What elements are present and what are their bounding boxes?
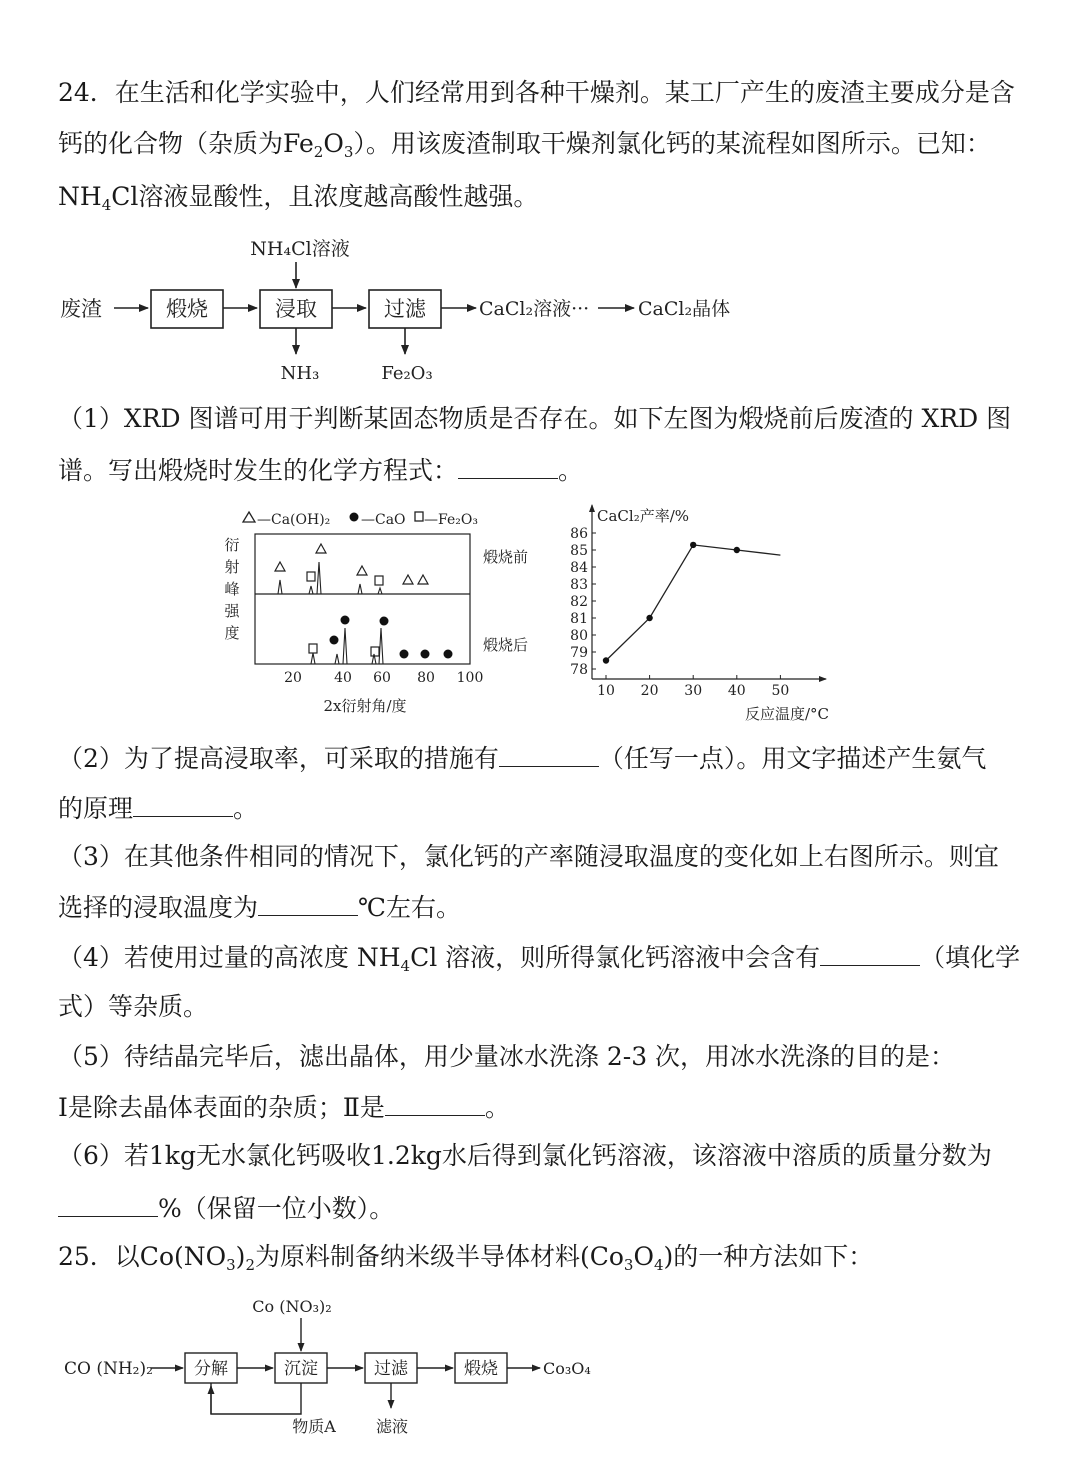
yield-ytick-81: 81: [570, 611, 588, 627]
answer-blank-4[interactable]: [258, 889, 358, 916]
q24-part3-line2: [58, 889, 461, 925]
flow-solution-cacl2: CaCl₂溶液···: [479, 298, 590, 320]
xrd-xtick-80: 80: [417, 670, 435, 686]
yield-ytick-82: 82: [570, 594, 588, 610]
q24-part3-text3: ℃左右。: [358, 893, 461, 922]
legend-dot-icon: [350, 513, 359, 522]
flow2-recycle-line: [211, 1383, 301, 1414]
flow2-step-precipitate: 沉淀: [284, 1359, 318, 1379]
xrd-xlabel: 2x衍射角/度: [323, 697, 407, 715]
q24-intro-text2c: ）。用该废渣制取干燥剂氯化钙的某流程如图所示。已知：: [353, 129, 991, 158]
q25-intro-text5: )的一种方法如下：: [663, 1242, 874, 1271]
xrd-before-tri-2: [316, 544, 326, 553]
yield-xtick-50: 50: [771, 683, 790, 699]
flow-step-leach: 浸取: [275, 297, 317, 321]
yield-chart-title: CaCl₂产率/%: [597, 507, 690, 525]
yield-series-line: [606, 545, 780, 661]
q24-part6-line1: [58, 1139, 992, 1173]
flow-output-fe2o3: Fe₂O₃: [381, 363, 433, 384]
q24-part5-line1: [58, 1040, 955, 1074]
q24-part2-line1: [58, 740, 986, 776]
xrd-before-tri-4: [403, 575, 413, 584]
yield-points: [603, 542, 740, 664]
flow2-step-calcine: 煅烧: [464, 1359, 498, 1379]
xrd-ylabel-1: 衍: [224, 536, 240, 554]
yield-ytick-78: 78: [570, 662, 588, 678]
flow2-filtrate: 滤液: [375, 1417, 409, 1436]
q25-intro-text3: 为原料制备纳米级半导体材料(Co: [254, 1242, 624, 1271]
xrd-after-dot-5: [421, 650, 430, 659]
xrd-xtick-100: 100: [456, 670, 484, 686]
q24-part2-text1: （2）为了提高浸取率，可采取的措施有: [58, 744, 499, 773]
q24-part4-line2: [58, 990, 208, 1024]
yield-line-chart: [560, 497, 860, 727]
legend-cao: —CaO: [361, 512, 406, 528]
q24-intro-text2b: O: [323, 129, 344, 158]
flow-step-calcine: 煅烧: [166, 297, 208, 321]
xrd-xtick-20: 20: [284, 670, 302, 686]
answer-blank-2[interactable]: [499, 740, 599, 767]
legend-square-icon: [415, 512, 423, 521]
yield-point-40: [734, 547, 740, 553]
xrd-label-before: 煅烧前: [483, 548, 529, 566]
q25-flow-diagram: [0, 1290, 1080, 1450]
q24-intro-line2: 钙的化合物（杂质为$Fe_2O_3$）。用该废渣制取干燥剂氯化钙的某流程如图所示。已知：: [58, 129, 991, 161]
q24-part5-text2: Ⅰ是除去晶体表面的杂质；Ⅱ是: [58, 1093, 385, 1122]
q24-part1-line2: [58, 452, 583, 488]
flow2-reagent-cono3: Co (NO₃)₂: [252, 1297, 332, 1316]
legend-caoh2: —Ca(OH)₂: [257, 512, 331, 528]
q24-part2-text4: 。: [233, 794, 259, 823]
q24-part1-text2: 谱。写出煅烧时发生的化学方程式：: [58, 456, 459, 485]
q24-part1-text1: （1）XRD 图谱可用于判断某固态物质是否存在。如下左图为煅烧前后废渣的 XRD 图: [58, 404, 1012, 433]
xrd-xtick-60: 60: [373, 670, 391, 686]
flow-step-filter: 过滤: [384, 297, 426, 321]
q24-part6-text1: （6）若1kg无水氯化钙吸收1.2kg水后得到氯化钙溶液，该溶液中溶质的质量分数为: [58, 1141, 992, 1170]
xrd-ylabel-3: 峰: [224, 580, 240, 598]
q24-part1-line1: [58, 402, 1011, 436]
q24-intro-text2a: 钙的化合物（杂质为Fe: [58, 129, 314, 158]
yield-ytick-86: 86: [570, 526, 588, 542]
q24-part1-text3: 。: [558, 456, 584, 485]
answer-blank-1[interactable]: [458, 452, 558, 479]
xrd-ylabel-5: 度: [224, 624, 240, 642]
q24-part3-text2: 选择的浸取温度为: [58, 893, 259, 922]
flow-input-waste: 废渣: [60, 297, 102, 321]
yield-xtick-30: 30: [684, 683, 703, 699]
q25-intro-line: 25．以$Co(NO_3)_2$为原料制备纳米级半导体材料$(Co_3O_4)$的一种方法如下：: [58, 1242, 874, 1274]
q24-part5-line2: [58, 1089, 510, 1125]
yield-ytick-83: 83: [570, 577, 588, 593]
q24-part4-text2: Cl 溶液，则所得氯化钙溶液中会含有: [410, 943, 821, 972]
q24-part6-text2: %（保留一位小数）。: [158, 1194, 395, 1223]
q24-part4-text4: 式）等杂质。: [58, 992, 209, 1021]
xrd-ylabel-2: 射: [224, 558, 240, 576]
xrd-after-dot-4: [400, 650, 409, 659]
q24-intro-text3a: NH: [58, 182, 102, 211]
xrd-ylabel-4: 强: [224, 602, 240, 620]
answer-blank-7[interactable]: [58, 1190, 158, 1217]
xrd-after-dot-6: [444, 650, 453, 659]
q24-part6-line2: [58, 1190, 394, 1226]
yield-ytick-79: 79: [570, 645, 588, 661]
xrd-before-sq-1: [307, 572, 315, 581]
xrd-before-tri-5: [418, 575, 428, 584]
legend-fe2o3: —Fe₂O₃: [424, 512, 478, 528]
xrd-before-sq-2: [375, 576, 383, 585]
q24-part3-line1: [58, 840, 999, 874]
flow-product-crystal: CaCl₂晶体: [638, 298, 731, 320]
q24-part2-text2: （任写一点）。用文字描述产生氨气: [598, 744, 987, 773]
flow2-step-decompose: 分解: [194, 1359, 228, 1379]
q24-intro-text1: 24．在生活和化学实验中，人们经常用到各种干燥剂。某工厂产生的废渣主要成分是含: [58, 78, 1015, 107]
xrd-after-sq-2: [371, 647, 379, 656]
xrd-xtick-40: 40: [334, 670, 352, 686]
xrd-before-tri-1: [275, 562, 285, 571]
yield-point-10: [603, 657, 609, 663]
flow2-product-co3o4: Co₃O₄: [543, 1359, 591, 1378]
xrd-after-trace: [255, 628, 470, 664]
q24-part4-text1: （4）若使用过量的高浓度 NH: [58, 943, 401, 972]
q24-part2-line2: [58, 790, 258, 826]
xrd-after-dot-1: [330, 636, 339, 645]
xrd-after-dot-2: [341, 616, 350, 625]
yield-ytick-80: 80: [570, 628, 588, 644]
answer-blank-6[interactable]: [385, 1089, 485, 1116]
q25-intro-text2: ): [235, 1242, 246, 1271]
flow2-substance-a: 物质A: [292, 1417, 336, 1436]
answer-blank-5[interactable]: [820, 939, 920, 966]
q24-flow-diagram: [0, 225, 1080, 395]
flow-output-nh3: NH₃: [280, 363, 320, 384]
q24-part3-text1: （3）在其他条件相同的情况下，氯化钙的产率随浸取温度的变化如上右图所示。则宜: [58, 842, 999, 871]
legend-triangle-icon: [243, 512, 255, 522]
xrd-after-sq-1: [309, 644, 317, 653]
xrd-before-tri-3: [357, 566, 367, 575]
yield-ytick-84: 84: [570, 560, 588, 576]
xrd-chart: [215, 500, 529, 725]
q24-intro-line3: $NH_4Cl$溶液显酸性，且浓度越高酸性越强。: [58, 182, 539, 214]
yield-point-30: [690, 542, 696, 548]
flow-reagent-nh4cl: NH₄Cl溶液: [250, 238, 350, 260]
yield-xtick-40: 40: [727, 683, 746, 699]
xrd-frame: [255, 534, 470, 664]
q24-part4-line1: （4）若使用过量的高浓度 $NH_4Cl$ 溶液，则所得氯化钙溶液中会含有 （填化学: [58, 939, 1020, 975]
q24-intro-line1: [58, 76, 1015, 110]
q24-part4-text3: （填化学: [920, 943, 1021, 972]
q25-intro-text1: 25．以Co(NO: [58, 1242, 227, 1271]
flow2-step-filter: 过滤: [374, 1359, 408, 1379]
yield-x-label: 反应温度/°C: [745, 705, 830, 723]
xrd-after-dot-3: [380, 617, 389, 626]
yield-ytick-85: 85: [570, 543, 588, 559]
yield-xtick-10: 10: [597, 683, 615, 699]
flow2-input-urea: CO (NH₂)₂: [64, 1359, 153, 1379]
answer-blank-3[interactable]: [133, 790, 233, 817]
q25-intro-text4: O: [633, 1242, 654, 1271]
q24-intro-text3b: Cl溶液显酸性，且浓度越高酸性越强。: [111, 182, 539, 211]
q24-part5-text3: 。: [484, 1093, 510, 1122]
q24-part2-text3: 的原理: [58, 794, 134, 823]
xrd-label-after: 煅烧后: [483, 636, 529, 654]
yield-point-20: [646, 615, 652, 621]
q24-part5-text1: （5）待结晶完毕后，滤出晶体，用少量冰水洗涤 2-3 次，用冰水洗涤的目的是：: [58, 1042, 956, 1071]
yield-xtick-20: 20: [640, 683, 659, 699]
